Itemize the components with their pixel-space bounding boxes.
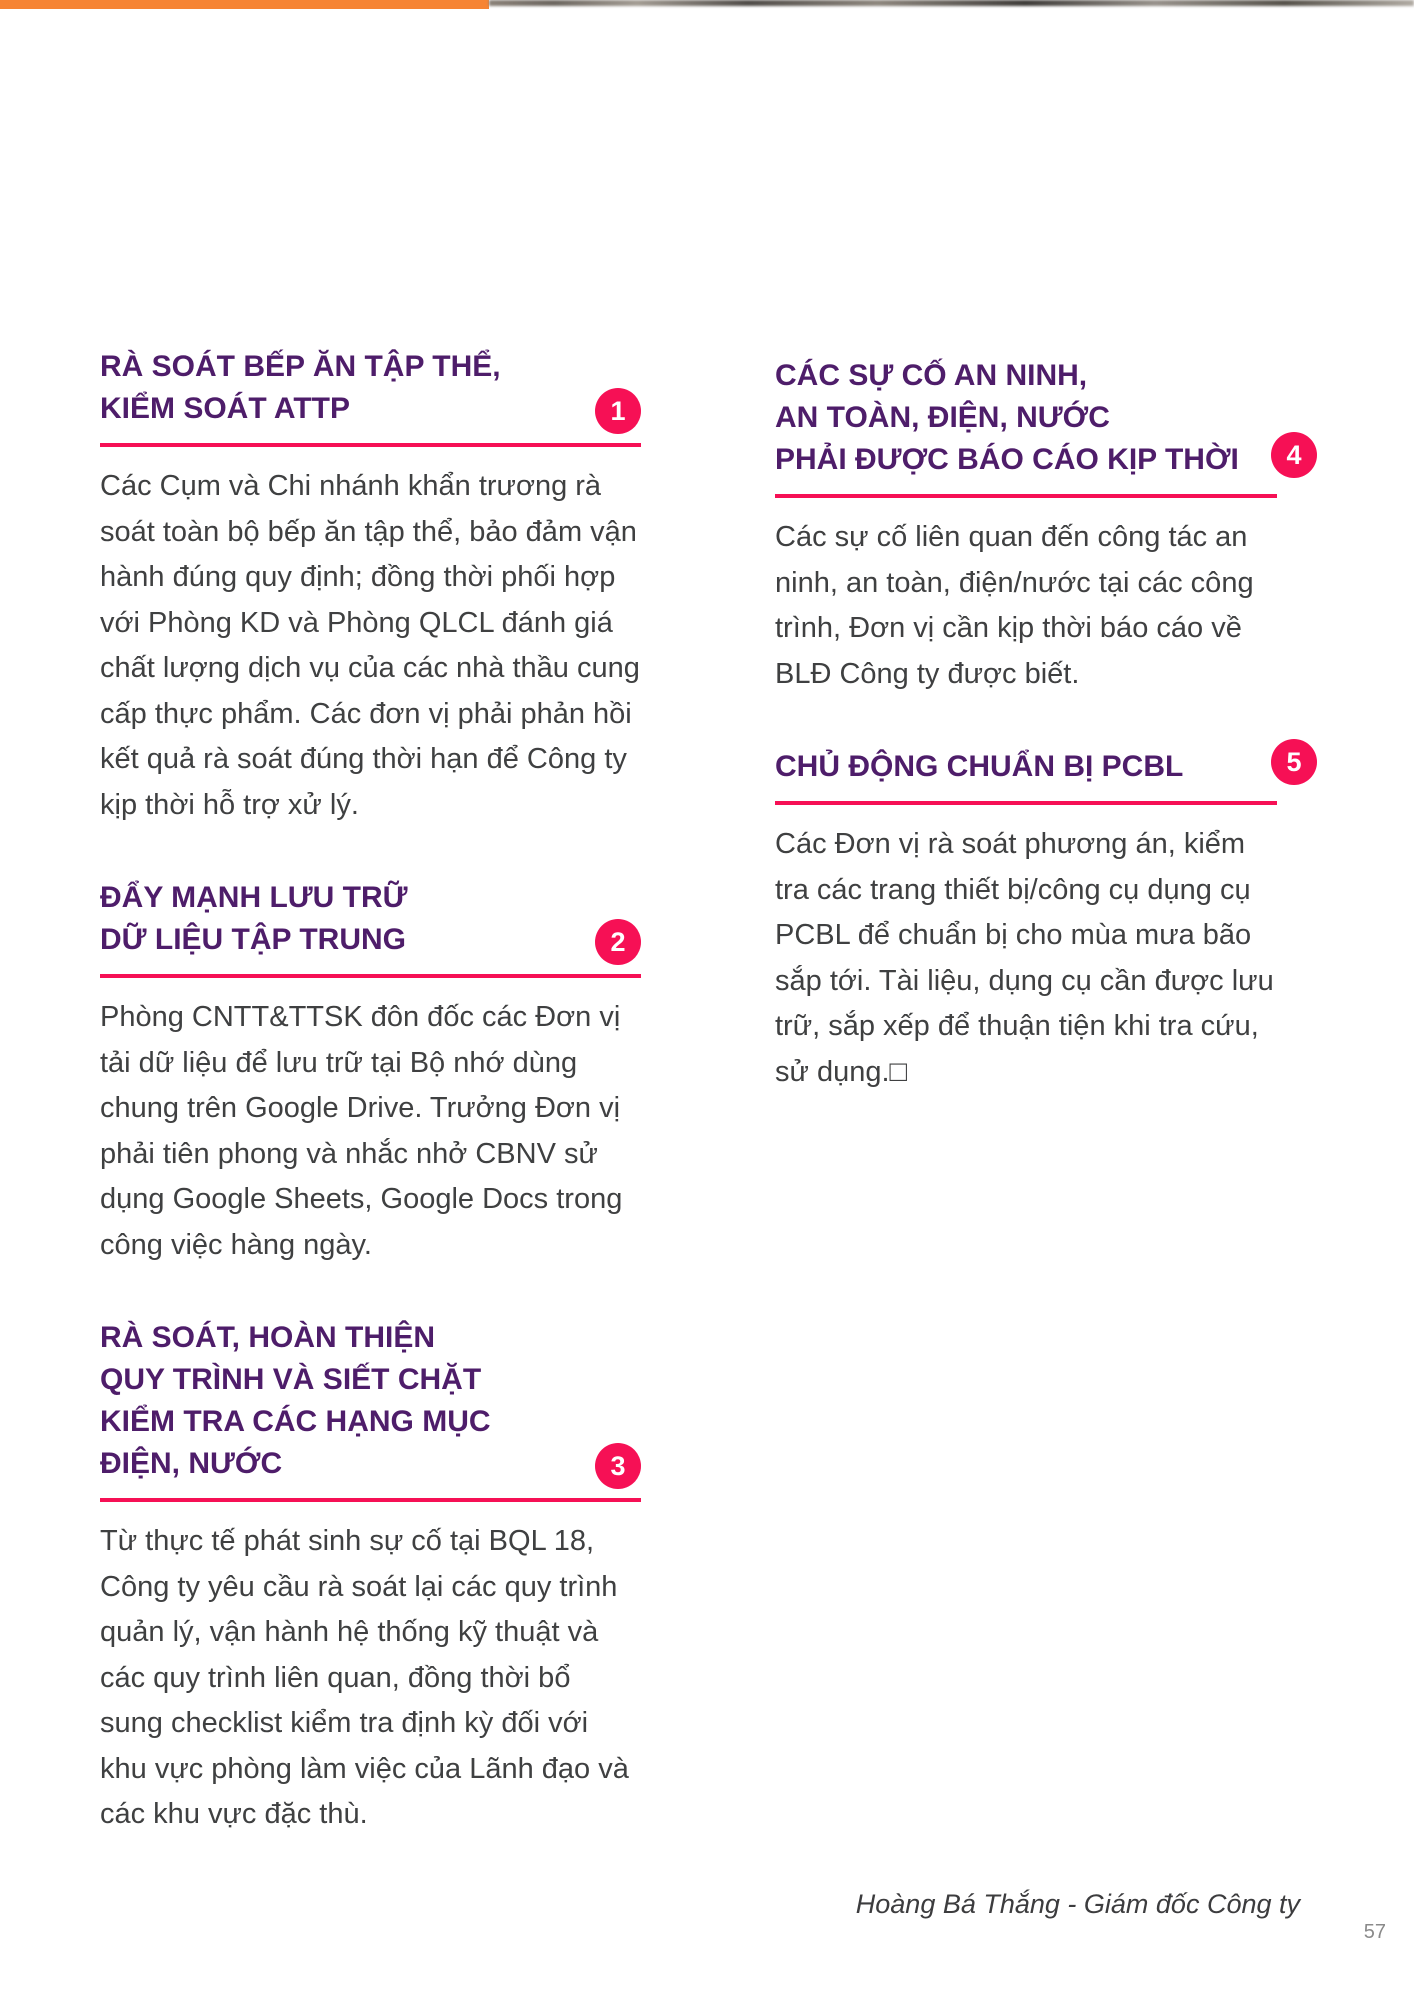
number-badge-2: 2 xyxy=(595,919,641,965)
number-badge-1: 1 xyxy=(595,388,641,434)
title-line: DỮ LIỆU TẬP TRUNG xyxy=(100,923,407,956)
section-1 xyxy=(100,346,641,828)
section-1-title xyxy=(100,346,641,430)
title-line: RÀ SOÁT BẾP ĂN TẬP THỂ, xyxy=(100,350,501,383)
title-line: KIỂM TRA CÁC HẠNG MỤC xyxy=(100,1405,491,1438)
section-2-title xyxy=(100,877,641,961)
title-line: QUY TRÌNH VÀ SIẾT CHẶT xyxy=(100,1363,482,1396)
right-column xyxy=(775,355,1302,1144)
title-line: AN TOÀN, ĐIỆN, NƯỚC xyxy=(775,401,1110,434)
top-accent-bar xyxy=(0,0,489,9)
title-line: ĐIỆN, NƯỚC xyxy=(100,1447,283,1480)
section-5 xyxy=(775,746,1302,1095)
section-3-body: Từ thực tế phát sinh sự cố tại BQL 18, Công ty yêu cầu rà soát lại các quy trình quản lý, vận hành hệ thống kỹ thuật và các quy trình liên quan, đồng thời bổ sung checklist kiểm tra định kỳ đối với khu vực phòng làm việc của Lãnh đạo và các khu vực đặc thù. xyxy=(100,1525,629,1830)
title-line: RÀ SOÁT, HOÀN THIỆN xyxy=(100,1321,436,1354)
title-line: KIỂM SOÁT ATTP xyxy=(100,392,350,425)
section-2-body: Phòng CNTT&TTSK đôn đốc các Đơn vị tải dữ liệu để lưu trữ tại Bộ nhớ dùng chung trên Google Drive. Trưởng Đơn vị phải tiên phong và nhắc nhở CBNV sử dụng Google Sheets, Google Docs trong công việc hàng ngày. xyxy=(100,1001,623,1261)
number-badge-3: 3 xyxy=(595,1443,641,1489)
footer-signature: Hoàng Bá Thắng - Giám đốc Công ty xyxy=(855,1889,1300,1919)
number-badge-5: 5 xyxy=(1271,739,1317,785)
section-4 xyxy=(775,355,1302,697)
section-4-header xyxy=(775,355,1302,498)
section-3-header xyxy=(100,1317,641,1502)
title-line: CHỦ ĐỘNG CHUẨN BỊ PCBL xyxy=(775,750,1184,783)
section-2 xyxy=(100,877,641,1268)
section-3-title xyxy=(100,1317,641,1485)
section-5-header xyxy=(775,746,1302,805)
section-5-body: Các Đơn vị rà soát phương án, kiểm tra các trang thiết bị/công cụ dụng cụ PCBL để chuẩn bị cho mùa mưa bão sắp tới. Tài liệu, dụng cụ cần được lưu trữ, sắp xếp để thuận tiện khi tra cứu, sử dụng.□ xyxy=(775,828,1274,1088)
title-line: CÁC SỰ CỐ AN NINH, xyxy=(775,359,1088,392)
title-line: PHẢI ĐƯỢC BÁO CÁO KỊP THỜI xyxy=(775,443,1239,476)
title-line: ĐẨY MẠNH LƯU TRỮ xyxy=(100,881,408,914)
section-4-body: Các sự cố liên quan đến công tác an ninh, an toàn, điện/nước tại các công trình, Đơn vị cần kịp thời báo cáo về BLĐ Công ty được biết. xyxy=(775,521,1254,690)
number-badge-4: 4 xyxy=(1271,432,1317,478)
section-1-body: Các Cụm và Chi nhánh khẩn trương rà soát toàn bộ bếp ăn tập thể, bảo đảm vận hành đúng quy định; đồng thời phối hợp với Phòng KD và Phòng QLCL đánh giá chất lượng dịch vụ của các nhà thầu cung cấp thực phẩm. Các đơn vị phải phản hồi kết quả rà soát đúng thời hạn để Công ty kịp thời hỗ trợ xử lý. xyxy=(100,470,640,821)
section-4-title xyxy=(775,355,1277,481)
photo-edge-strip xyxy=(489,0,1414,6)
section-2-header xyxy=(100,877,641,978)
section-3 xyxy=(100,1317,641,1838)
left-column xyxy=(100,346,641,1887)
page-number: 57 xyxy=(1363,1921,1386,1943)
section-1-header xyxy=(100,346,641,447)
section-5-title xyxy=(775,746,1277,788)
